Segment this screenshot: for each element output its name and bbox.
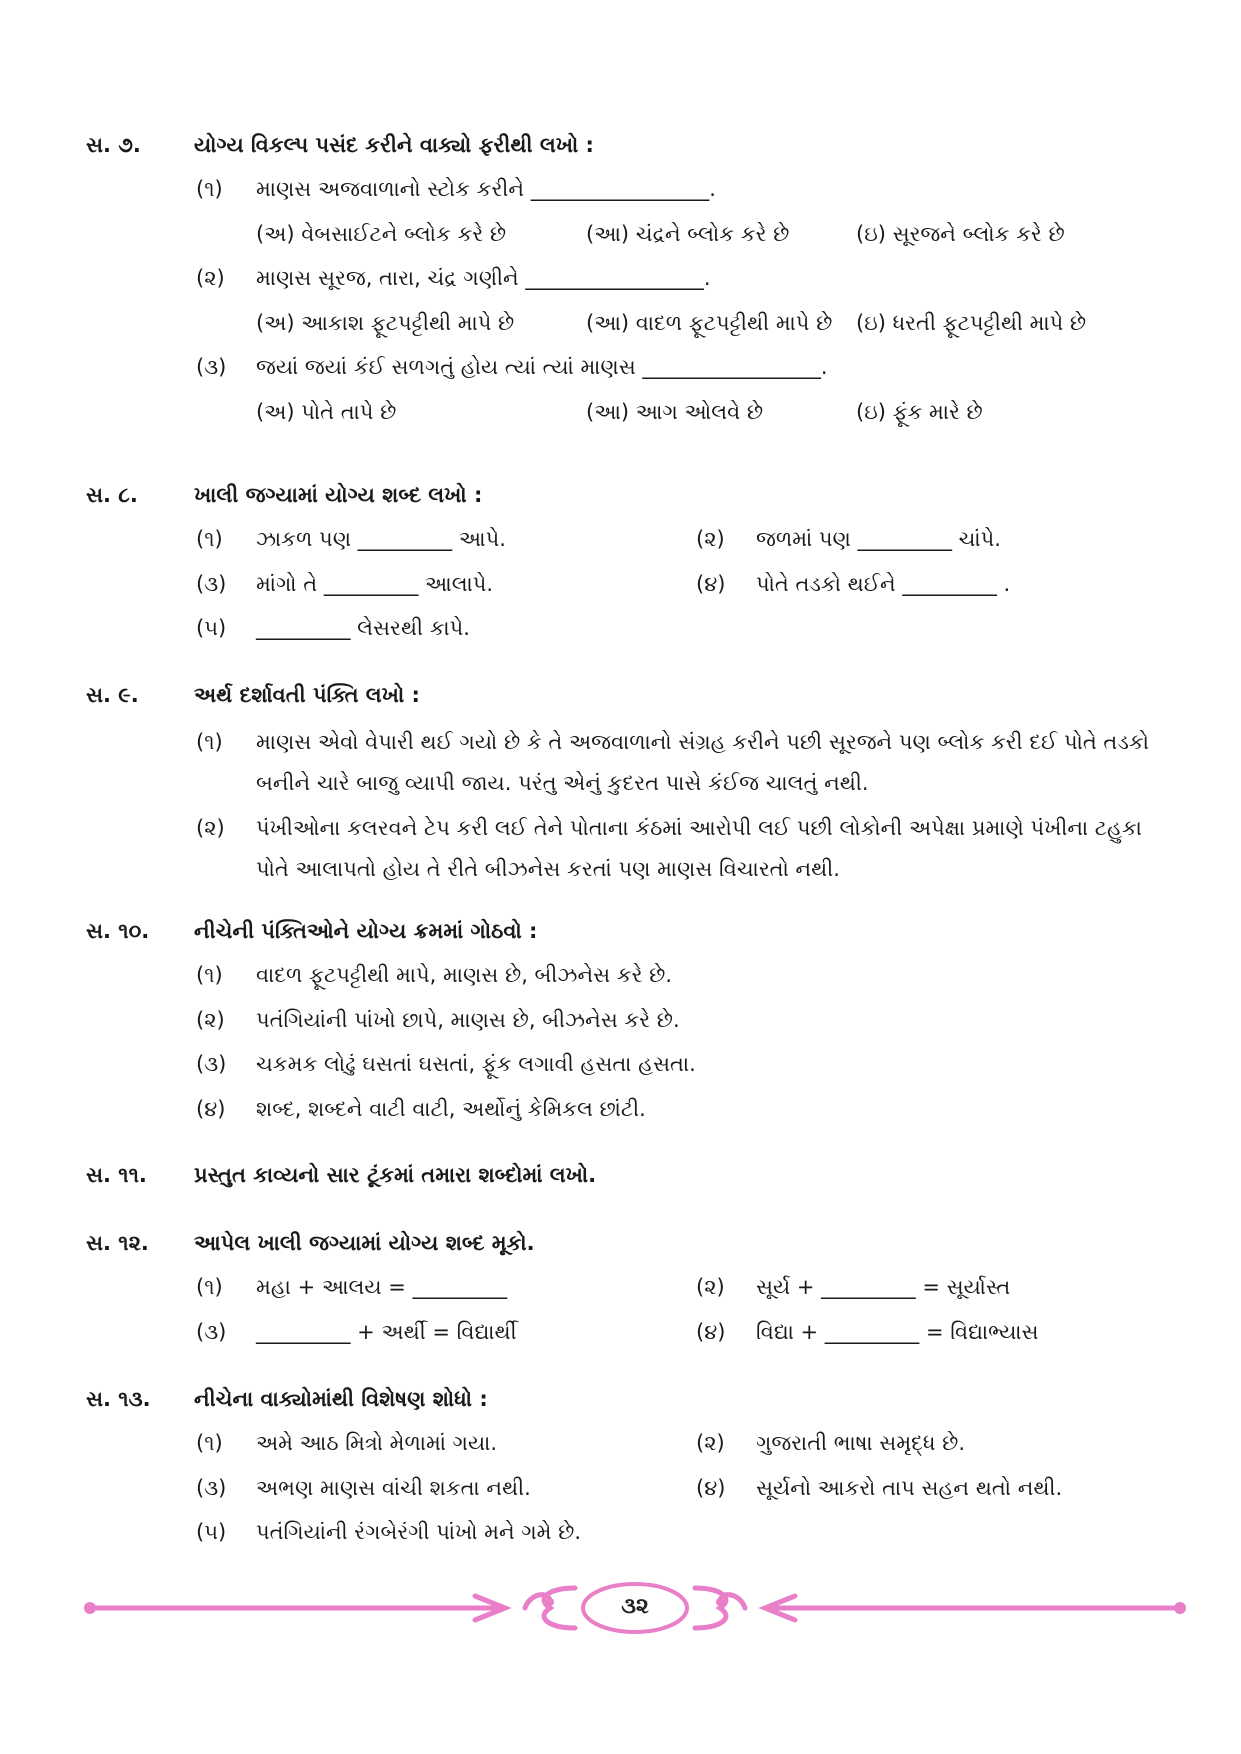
question-number: સ. ૧૩. [86, 1387, 151, 1411]
item-text: પતંગિયાંની રંગબેરંગી પાંખો મને ગમે છે. [256, 1520, 582, 1544]
option-i: (ઇ) ફૂંક મારે છે [856, 399, 983, 424]
item-text: વાદળ ફૂટપટ્ટીથી માપે, માણસ છે, બીઝનેસ કરે છે. [256, 963, 673, 987]
list-row [86, 1270, 1166, 1315]
item-text: સૂર્યનો આકરો તાપ સહન થતો નથી. [756, 1475, 1063, 1500]
question-number: સ. ૧૨. [86, 1231, 149, 1255]
list-row [86, 1426, 1166, 1471]
item-text: માણસ એવો વેપારી થઈ ગયો છે કે તે અજવાળાનો સંગ્રહ કરીને પછી સૂરજને પણ બ્લોક કરી દઈ પોતે તડકો બનીને ચારે બાજુ વ્યાપી જાય. પરંતુ એનું કુદરત પાસે કંઈજ ચાલતું નથી. [256, 730, 1149, 795]
item-text: ચકમક લોઢું ઘસતાં ઘસતાં, ફૂંક લગાવી હસતા હસતા. [256, 1052, 696, 1076]
question-title: નીચેની પંક્તિઓને યોગ્ય ક્રમમાં ગોઠવો : [194, 919, 538, 943]
item-number: (૨) [696, 1275, 725, 1299]
list-item [86, 722, 1166, 804]
list-item [86, 1003, 1166, 1048]
item-number: (૨) [696, 527, 725, 551]
item-text: જયાં જયાં કંઈ સળગતું હોય ત્યાં ત્યાં માણસ _________________. [256, 355, 828, 379]
list-item [86, 172, 1166, 217]
list-item [86, 1047, 1166, 1092]
item-number: (૩) [196, 571, 227, 596]
option-i: (ઇ) સૂરજને બ્લોક કરે છે [856, 221, 1065, 246]
item-number: (૩) [196, 1319, 227, 1344]
item-text: સૂર્ય + _________ = સૂર્યાસ્ત [756, 1275, 1011, 1299]
item-text: મહા + આલય = _________ [256, 1275, 508, 1299]
item-number: (૪) [196, 1096, 226, 1121]
item-number: (૪) [696, 1319, 726, 1344]
item-number: (૧) [196, 1275, 223, 1299]
question-number: સ. ૧૧. [86, 1163, 147, 1187]
item-number: (૩) [196, 1052, 227, 1076]
item-text: માણસ સૂરજ, તારા, ચંદ્ર ગણીને _________________. [256, 266, 711, 290]
question-number: સ. ૧૦. [86, 919, 150, 943]
list-item [86, 261, 1166, 306]
item-text: પંખીઓના કલરવને ટેપ કરી લઈ તેને પોતાના કંઠમાં આરોપી લઈ પછી લોકોની અપેક્ષા પ્રમાણે પંખીના ટહુકા પોતે આલાપતો હોય તે રીતે બીઝનેસ કરતાં પણ માણસ વિચારતો નથી. [256, 816, 1142, 881]
list-row [86, 611, 1166, 656]
options-row [86, 395, 1166, 440]
question-number: સ. ૮. [86, 483, 138, 507]
list-row [86, 1315, 1166, 1360]
options-row [86, 217, 1166, 262]
item-text: પતંગિયાંની પાંખો છાપે, માણસ છે, બીઝનેસ કરે છે. [256, 1007, 680, 1032]
item-text: શબ્દ, શબ્દને વાટી વાટી, અર્થોનું કેમિકલ છાંટી. [256, 1096, 646, 1121]
item-number: (૨) [696, 1431, 725, 1455]
item-number: (૫) [196, 616, 227, 640]
option-a: (અ) પોતે તાપે છે [256, 399, 397, 424]
question-title: અર્થ દર્શાવતી પંક્તિ લખો : [194, 683, 420, 707]
item-number: (૪) [696, 571, 726, 596]
list-row [86, 522, 1166, 567]
list-row [86, 1471, 1166, 1516]
item-text: ગુજરાતી ભાષા સમૃદ્ધ છે. [756, 1431, 966, 1455]
item-number: (૧) [196, 963, 223, 987]
item-text: માણસ અજવાળાનો સ્ટોક કરીને _________________. [256, 177, 716, 201]
list-item [86, 350, 1166, 395]
item-number: (૩) [196, 1475, 227, 1500]
options-row [86, 306, 1166, 351]
item-text: અમે આઠ મિત્રો મેળામાં ગયા. [256, 1431, 498, 1455]
item-number: (૧) [196, 177, 223, 201]
item-text: ઝાકળ પણ _________ આપે. [256, 527, 506, 551]
item-number: (૧) [196, 1431, 223, 1455]
option-i: (ઇ) ધરતી ફૂટપટ્ટીથી માપે છે [856, 310, 1087, 335]
question-9 [86, 678, 1166, 890]
question-10 [86, 914, 1166, 1136]
list-row [86, 1515, 1166, 1560]
option-aa: (આ) વાદળ ફૂટપટ્ટીથી માપે છે [586, 310, 833, 335]
question-number: સ. ૭. [86, 133, 141, 157]
item-number: (૨) [196, 266, 225, 290]
list-row [86, 567, 1166, 612]
option-aa: (આ) આગ ઓલવે છે [586, 399, 764, 424]
item-text: જળમાં પણ _________ ચાંપે. [756, 527, 1001, 551]
item-number: (૪) [696, 1475, 726, 1500]
item-number: (૫) [196, 1520, 227, 1544]
question-title: નીચેના વાક્યોમાંથી વિશેષણ શોધો : [194, 1387, 488, 1411]
question-title: આપેલ ખાલી જગ્યામાં યોગ્ય શબ્દ મૂકો. [194, 1231, 535, 1255]
list-item [86, 1092, 1166, 1137]
item-number: (૩) [196, 355, 227, 379]
footer-ornament [80, 1578, 1190, 1638]
list-item [86, 958, 1166, 1003]
item-text: વિદ્યા + _________ = વિદ્યાભ્યાસ [756, 1319, 1039, 1344]
question-12 [86, 1226, 1166, 1359]
option-a: (અ) આકાશ ફૂટપટ્ટીથી માપે છે [256, 310, 515, 335]
option-aa: (આ) ચંદ્રને બ્લોક કરે છે [586, 221, 790, 246]
item-text: પોતે તડકો થઈને _________ . [756, 571, 1011, 596]
question-title: ખાલી જગ્યામાં યોગ્ય શબ્દ લખો : [194, 483, 483, 507]
question-title: પ્રસ્તુત કાવ્યનો સાર ટૂંકમાં તમારા શબ્દોમાં લખો. [194, 1163, 597, 1187]
item-text: અભણ માણસ વાંચી શકતા નથી. [256, 1475, 531, 1500]
list-item [86, 808, 1166, 890]
item-number: (૨) [196, 816, 225, 840]
question-8 [86, 478, 1166, 656]
item-number: (૧) [196, 527, 223, 551]
question-title: યોગ્ય વિકલ્પ પસંદ કરીને વાક્યો ફરીથી લખો : [194, 133, 594, 157]
item-text: _________ + અર્થી = વિદ્યાર્થી [256, 1319, 517, 1344]
item-number: (૧) [196, 730, 223, 754]
item-text: _________ લેસરથી કાપે. [256, 616, 470, 640]
question-13 [86, 1382, 1166, 1560]
question-number: સ. ૯. [86, 683, 139, 707]
question-11 [86, 1158, 1166, 1202]
page-number: ૩૨ [621, 1594, 649, 1619]
question-7 [86, 128, 1166, 439]
item-number: (૨) [196, 1007, 225, 1032]
item-text: માંગો તે _________ આલાપે. [256, 571, 494, 596]
option-a: (અ) વેબસાઈટને બ્લોક કરે છે [256, 221, 507, 246]
